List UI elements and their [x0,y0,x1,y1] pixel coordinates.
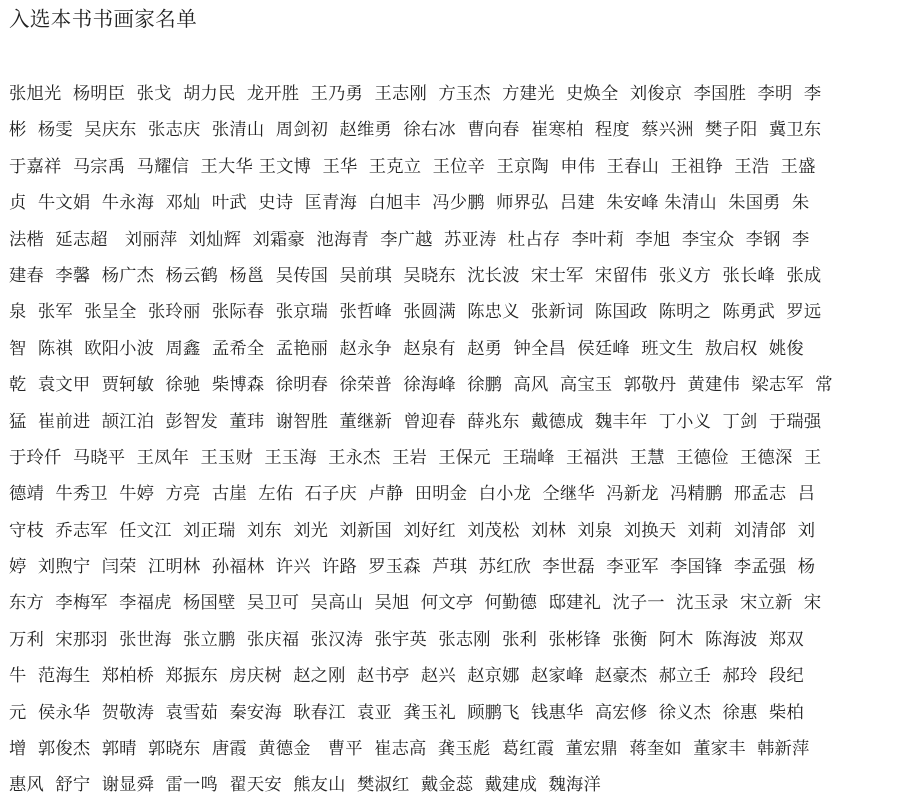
name-list-line: 牛 范海生 郑柏桥 郑振东 房庆树 赵之刚 赵书亭 赵兴 赵京娜 赵家峰 赵豪杰 郝立壬 郝玲 段纪 [9,666,804,687]
name-list-line: 德靖 牛秀卫 牛婷 方亮 古崖 左佑 石子庆 卢静 田明金 白小龙 仝继华 冯新龙 冯精鹏 邢孟志 吕 [9,484,816,505]
name-list-line: 增 郭俊杰 郭晴 郭晓东 唐霞 黄德金 曹平 崔志高 龚玉彪 葛红霞 董宏鼎 蒋奎如 董家丰 韩新萍 [9,739,810,760]
name-list-line: 彬 杨雯 吴庆东 张志庆 张清山 周剑初 赵维勇 徐右冰 曹向春 崔寒柏 程度 蔡兴洲 樊子阳 冀卫东 [9,120,822,141]
name-list-line: 猛 崔前进 颉江泊 彭智发 董玮 谢智胜 董继新 曾迎春 薛兆东 戴德成 魏丰年 丁小义 丁剑 于瑞强 [9,411,822,432]
name-list-line: 惠风 舒宁 谢显舜 雷一鸣 翟天安 熊友山 樊淑红 戴金蕊 戴建成 魏海洋 [9,775,601,796]
name-list-line: 东方 李梅军 李福虎 杨国壁 吴卫可 吴高山 吴旭 何文亭 何勤德 邸建礼 沈子一 沈玉录 宋立新 宋 [9,593,822,614]
name-list-line: 婷 刘煦宁 闫荣 江明林 孙福林 许兴 许路 罗玉森 芦琪 苏红欣 李世磊 李亚军 李国锋 李孟强 杨 [9,557,816,578]
name-list-line: 元 侯永华 贺敬涛 袁雪茹 秦安海 耿春江 袁亚 龚玉礼 顾鹏飞 钱惠华 高宏修 徐义杰 徐惠 柴柏 [9,702,804,723]
name-list [9,76,923,804]
name-list-line: 泉 张军 张呈全 张玲丽 张际春 张京瑞 张哲峰 张圆满 陈忠义 张新词 陈国政 陈明之 陈勇武 罗远 [9,302,822,323]
name-list-line: 张旭光 杨明臣 张戈 胡力民 龙开胜 王乃勇 王志刚 方玉杰 方建光 史焕全 刘俊京 李国胜 李明 李 [9,84,822,104]
name-list-line: 贞 牛文娟 牛永海 邓灿 叶武 史诗 匡青海 白旭丰 冯少鹏 师界弘 吕建 朱安峰 朱清山 朱国勇 朱 [9,193,810,214]
page-title: 入选本书书画家名单 [9,7,198,31]
name-list-line: 建春 李馨 杨广杰 杨云鹤 杨邕 吴传国 吴前琪 吴晓东 沈长波 宋士军 宋留伟 张义方 张长峰 张成 [9,265,822,286]
name-list-line: 乾 袁文甲 贾轲敏 徐驰 柴博森 徐明春 徐荣普 徐海峰 徐鹏 高风 高宝玉 郭敬丹 黄建伟 梁志军 常 [9,375,833,396]
name-list-line: 法楷 延志超 刘丽萍 刘灿辉 刘霜豪 池海青 李广越 苏亚涛 杜占存 李叶莉 李旭 李宝众 李钢 李 [9,229,810,250]
name-list-line: 智 陈祺 欧阳小波 周鑫 孟希全 孟艳丽 赵永争 赵泉有 赵勇 钟全昌 侯廷峰 班文生 敖启权 姚俊 [9,338,804,359]
name-list-line: 于玲仟 马晓平 王凤年 王玉财 王玉海 王永杰 王岩 王保元 王瑞峰 王福洪 王慧 王德俭 王德深 王 [9,447,822,468]
name-list-line: 万利 宋那羽 张世海 张立鹏 张庆福 张汉涛 张宇英 张志刚 张利 张彬锋 张衡 阿木 陈海波 郑双 [9,629,804,650]
name-list-line: 守枝 乔志军 任文江 刘正瑞 刘东 刘光 刘新国 刘好红 刘茂松 刘林 刘泉 刘换天 刘莉 刘清郃 刘 [9,520,816,541]
name-list-line: 于嘉祥 马宗禹 马耀信 王大华 王文博 王华 王克立 王位辛 王京陶 申伟 王春山 王祖铮 王浩 王盛 [9,156,816,177]
